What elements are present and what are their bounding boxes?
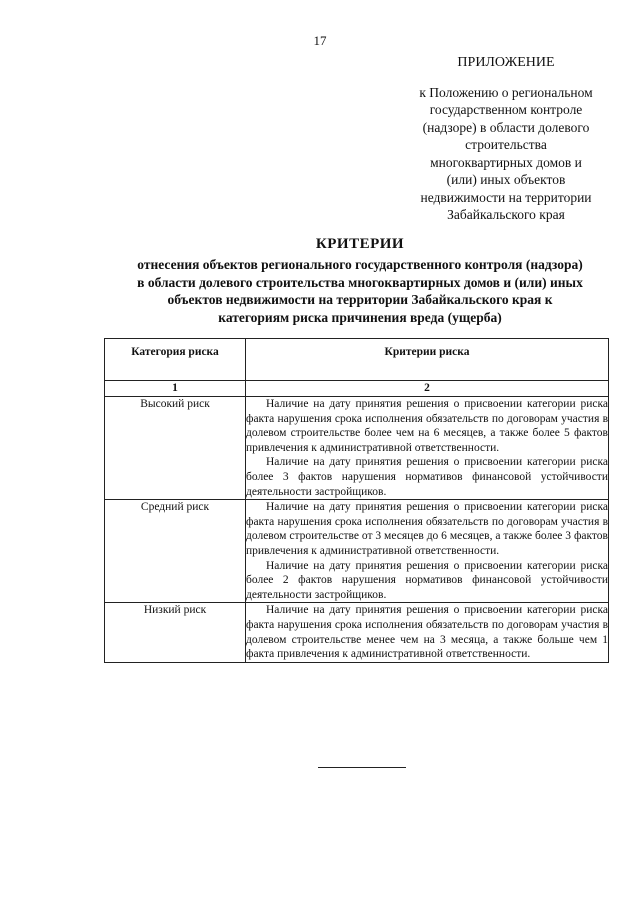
criteria-paragraph: Наличие на дату принятия решения о присвоении категории риска факта нарушения срока исполнения обязательств по договорам участия в долевом строительстве менее чем на 3 месяца, а также больше чем 1 факта привлечения к административной ответственности. xyxy=(246,604,608,661)
document-title: КРИТЕРИИ xyxy=(315,236,405,252)
risk-criteria-cell xyxy=(246,603,609,662)
subtitle-line: в области долевого строительства многоквартирных домов и (или) иных xyxy=(137,274,583,290)
appendix-line: недвижимости на территории xyxy=(420,189,592,205)
page-number: 17 xyxy=(313,33,327,48)
appendix-line: (или) иных объектов xyxy=(446,172,566,187)
table-header-row xyxy=(105,339,609,381)
criteria-paragraph: Наличие на дату принятия решения о присвоении категории риска более 3 фактов нарушения нормативов финансовой устойчивости деятельности застройщиков. xyxy=(246,456,608,498)
column-number: 1 xyxy=(105,381,246,397)
risk-criteria-table xyxy=(104,338,609,663)
appendix-line: строительства xyxy=(465,137,547,152)
appendix-heading: ПРИЛОЖЕНИЕ xyxy=(457,55,555,70)
appendix-line: к Положению о региональном xyxy=(419,84,593,100)
appendix-line: многоквартирных домов и xyxy=(430,154,582,170)
criteria-paragraph: Наличие на дату принятия решения о присвоении категории риска факта нарушения срока исполнения обязательств по договорам участия в долевом строительстве от 3 месяцев до 6 месяцев, а также более 3 фактов привлечения к административной ответственности. xyxy=(246,501,608,557)
column-number-row xyxy=(105,381,609,397)
table-row xyxy=(105,603,609,662)
appendix-block xyxy=(392,54,620,224)
criteria-paragraph: Наличие на дату принятия решения о присвоении категории риска более 2 фактов нарушения нормативов финансовой устойчивости деятельности застройщиков. xyxy=(246,559,608,601)
risk-criteria-cell xyxy=(246,500,609,603)
table-row xyxy=(105,500,609,603)
risk-category-low: Низкий риск xyxy=(105,603,246,662)
appendix-line: Забайкальского края xyxy=(447,207,565,222)
risk-category-high: Высокий риск xyxy=(105,397,246,500)
appendix-line: (надзоре) в области долевого xyxy=(422,119,590,135)
header-risk-category: Категория риска xyxy=(105,339,246,381)
subtitle-line: отнесения объектов регионального государственного контроля (надзора) xyxy=(137,257,583,272)
table-row xyxy=(105,397,609,500)
end-divider xyxy=(318,767,406,768)
document-subtitle xyxy=(95,256,625,326)
header-risk-criteria: Критерии риска xyxy=(246,339,609,381)
risk-category-medium: Средний риск xyxy=(105,500,246,603)
subtitle-line: категориям риска причинения вреда (ущерба) xyxy=(218,309,502,325)
column-number: 2 xyxy=(246,381,609,397)
risk-criteria-cell xyxy=(246,397,609,500)
appendix-line: государственном контроле xyxy=(429,102,583,117)
criteria-paragraph: Наличие на дату принятия решения о присвоении категории риска факта нарушения срока исполнения обязательств по договорам участия в долевом строительстве более чем на 6 месяцев, а также более 5 фактов привлечения к административной ответственности. xyxy=(246,398,608,454)
subtitle-line: объектов недвижимости на территории Забайкальского края к xyxy=(167,292,553,307)
